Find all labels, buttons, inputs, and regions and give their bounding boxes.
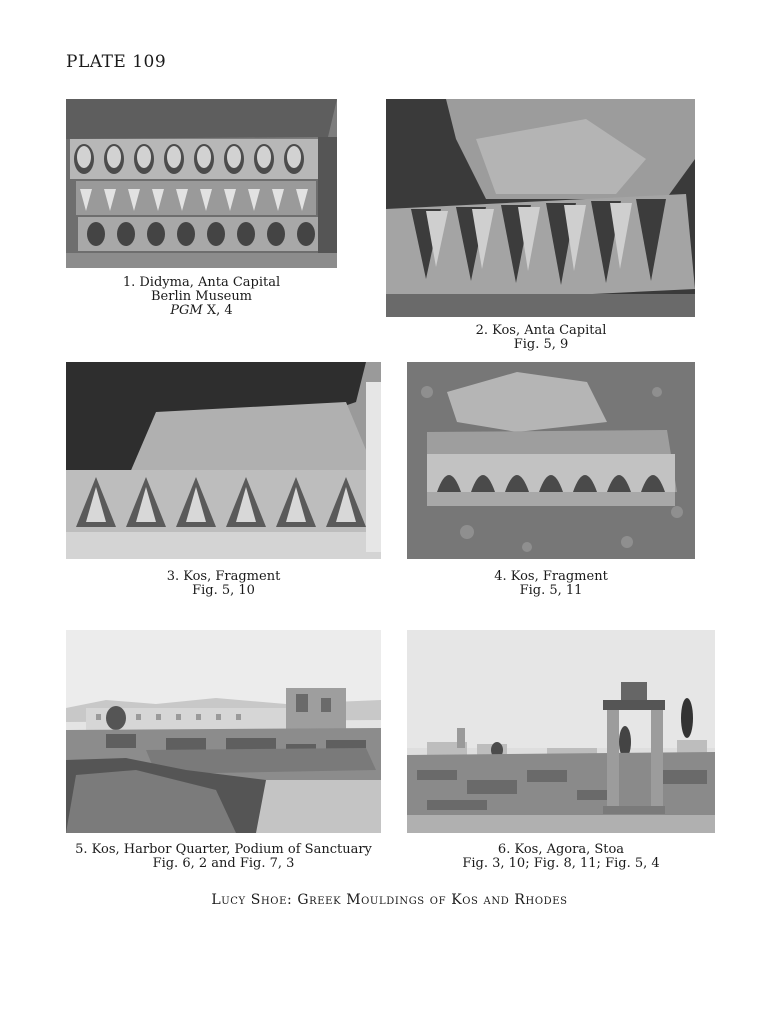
caption-6-title: 6. Kos, Agora, Stoa bbox=[497, 842, 625, 857]
photo-kos-harbor-quarter bbox=[66, 630, 381, 833]
photo-kos-agora-stoa bbox=[407, 630, 715, 833]
caption-4-title: 4. Kos, Fragment bbox=[494, 569, 608, 584]
photo-kos-fragment-4 bbox=[407, 362, 695, 559]
photo-didyma-anta-capital bbox=[66, 99, 337, 268]
footer-author-title: Lucy Shoe: Greek Mouldings of Kos and Rhodes bbox=[211, 892, 568, 908]
caption-3-title: 3. Kos, Fragment bbox=[166, 569, 281, 584]
caption-1 bbox=[80, 276, 323, 318]
caption-4 bbox=[430, 570, 672, 598]
caption-1-reference-abbrev: PGM bbox=[170, 303, 203, 318]
caption-2-reference: Fig. 5, 9 bbox=[513, 337, 569, 352]
caption-3 bbox=[102, 570, 345, 598]
caption-5 bbox=[66, 843, 381, 871]
caption-5-reference: Fig. 6, 2 and Fig. 7, 3 bbox=[152, 856, 295, 871]
caption-3-reference: Fig. 5, 10 bbox=[192, 583, 255, 598]
photo-kos-anta-capital bbox=[386, 99, 695, 317]
plate-title: PLATE 109 bbox=[66, 52, 167, 72]
caption-1-reference-number: X, 4 bbox=[202, 303, 233, 318]
caption-1-museum: Berlin Museum bbox=[150, 289, 253, 304]
caption-6-reference: Fig. 3, 10; Fig. 8, 11; Fig. 5, 4 bbox=[462, 856, 660, 871]
caption-6 bbox=[407, 843, 715, 871]
caption-2-title: 2. Kos, Anta Capital bbox=[475, 323, 607, 338]
photo-kos-fragment-3 bbox=[66, 362, 381, 559]
caption-1-reference bbox=[80, 304, 323, 318]
caption-1-title: 1. Didyma, Anta Capital bbox=[122, 275, 281, 290]
caption-2 bbox=[420, 324, 662, 352]
caption-5-title: 5. Kos, Harbor Quarter, Podium of Sanctuary bbox=[75, 842, 372, 857]
caption-4-reference: Fig. 5, 11 bbox=[519, 583, 583, 598]
